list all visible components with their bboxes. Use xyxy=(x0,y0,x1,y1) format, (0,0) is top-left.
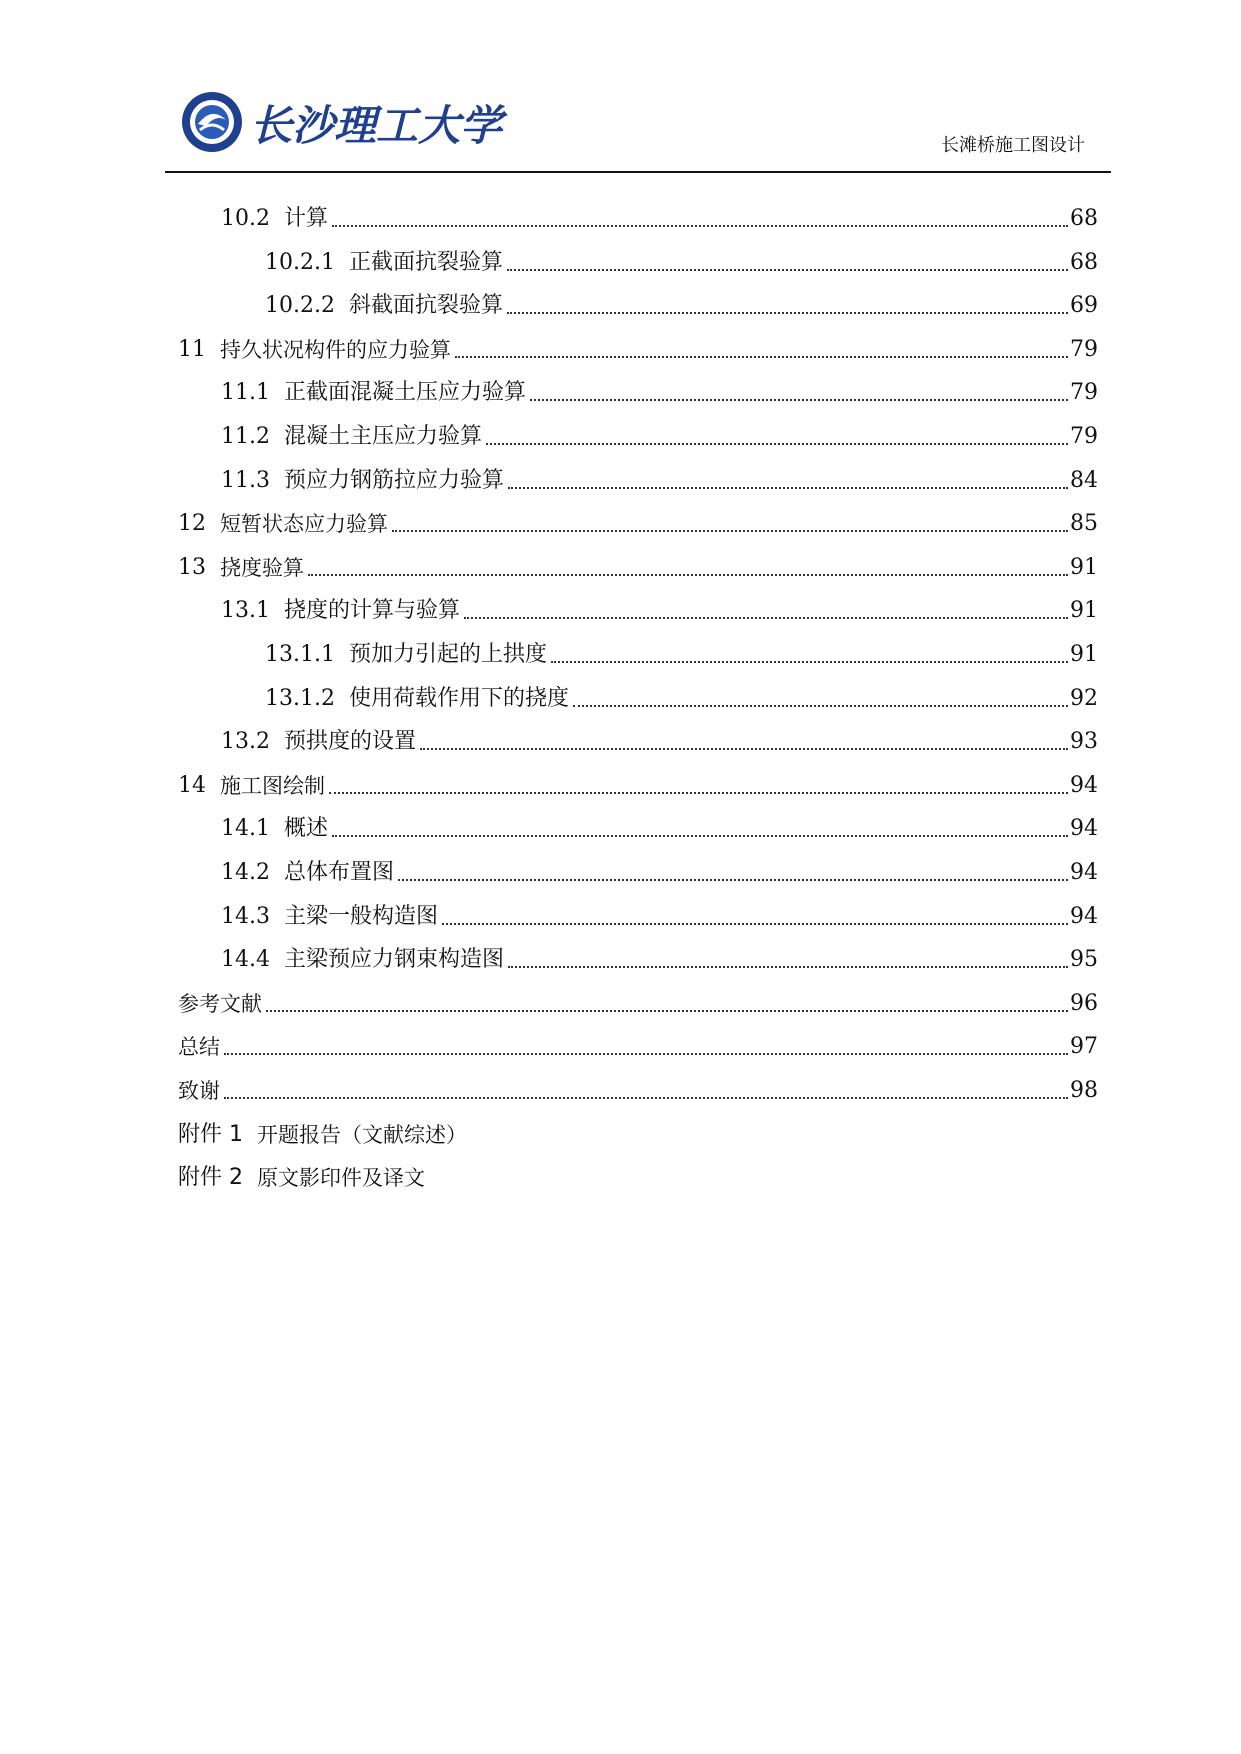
toc-entry-title: 总体布置图 xyxy=(283,860,394,885)
toc-entry-page: 97 xyxy=(1070,1034,1098,1060)
toc-entry-page: 85 xyxy=(1070,511,1098,537)
toc-dot-leader xyxy=(332,834,1068,837)
toc-entry-page: 92 xyxy=(1070,685,1098,711)
toc-entry-number: 13 xyxy=(178,554,206,580)
toc-entry-page: 93 xyxy=(1070,729,1098,755)
toc-entry[interactable] xyxy=(221,204,1098,234)
toc-entry-title: 预应力钢筋拉应力验算 xyxy=(283,467,504,493)
toc-entry-title: 斜截面抗裂验算 xyxy=(348,293,503,319)
toc-entry-number: 附件 2 xyxy=(178,1165,243,1191)
toc-entry-page: 91 xyxy=(1070,554,1098,580)
toc-entry[interactable] xyxy=(221,902,1098,932)
toc-entry[interactable] xyxy=(178,771,1098,801)
toc-dot-leader xyxy=(308,573,1068,576)
toc-entry-page: 79 xyxy=(1070,380,1098,406)
toc-entry-title: 挠度的计算与验算 xyxy=(283,598,460,624)
toc-entry-title: 致谢 xyxy=(178,1079,220,1103)
toc-dot-leader xyxy=(224,1052,1068,1055)
toc-entry-number: 11.1 xyxy=(221,380,270,406)
toc-entry-number: 14.4 xyxy=(221,947,270,973)
toc-entry-page: 79 xyxy=(1070,424,1098,449)
toc-entry-page: 94 xyxy=(1070,860,1098,885)
toc-entry-number: 14 xyxy=(178,772,206,798)
toc-entry-title: 正截面抗裂验算 xyxy=(348,249,503,275)
toc-entry-number: 14.2 xyxy=(221,860,270,885)
toc-entry-page: 68 xyxy=(1070,249,1098,275)
toc-dot-leader xyxy=(486,442,1068,445)
toc-entry-title: 主梁一般构造图 xyxy=(283,903,438,929)
toc-entry-page: 68 xyxy=(1070,206,1098,231)
page-header xyxy=(0,0,1241,176)
toc-entry-title: 施工图绘制 xyxy=(220,773,325,798)
toc-entry-number: 13.1 xyxy=(221,598,270,624)
toc-entry-page: 79 xyxy=(1070,336,1098,362)
toc-entry[interactable] xyxy=(178,1076,1098,1106)
toc-entry[interactable] xyxy=(178,1163,1098,1193)
toc-entry-title: 混凝土主压应力验算 xyxy=(283,424,482,449)
toc-entry[interactable] xyxy=(221,466,1098,496)
toc-entry-page: 98 xyxy=(1070,1078,1098,1103)
toc-entry[interactable] xyxy=(221,422,1098,452)
toc-entry-number: 11.2 xyxy=(221,424,270,449)
toc-entry-page: 91 xyxy=(1070,598,1098,624)
university-logo xyxy=(180,90,503,154)
toc-entry-number: 11.3 xyxy=(221,467,270,493)
toc-dot-leader xyxy=(266,1009,1068,1012)
toc-entry-number: 14.3 xyxy=(221,903,270,929)
toc-entry-number: 13.2 xyxy=(221,729,270,755)
toc-entry[interactable] xyxy=(265,291,1098,321)
toc-entry-title: 计算 xyxy=(283,206,328,231)
toc-entry-number: 11 xyxy=(178,336,206,362)
toc-dot-leader xyxy=(392,529,1068,532)
toc-entry-number: 10.2.1 xyxy=(265,249,335,275)
toc-entry-number: 13.1.2 xyxy=(265,685,335,711)
toc-entry-title: 短暂状态应力验算 xyxy=(220,512,388,537)
toc-entry-title: 预加力引起的上拱度 xyxy=(348,642,547,667)
header-divider xyxy=(165,171,1111,173)
toc-entry[interactable] xyxy=(221,378,1098,408)
toc-entry-title: 使用荷载作用下的挠度 xyxy=(348,685,569,711)
toc-entry[interactable] xyxy=(221,945,1098,975)
toc-entry[interactable] xyxy=(221,727,1098,757)
toc-dot-leader xyxy=(573,704,1068,707)
toc-entry-title: 参考文献 xyxy=(178,991,262,1016)
toc-dot-leader xyxy=(332,224,1068,227)
toc-entry-title: 正截面混凝土压应力验算 xyxy=(283,380,526,406)
toc-dot-leader xyxy=(420,747,1068,750)
toc-entry[interactable] xyxy=(221,858,1098,888)
toc-entry-page: 94 xyxy=(1070,772,1098,798)
toc-dot-leader xyxy=(224,1096,1068,1099)
toc-entry[interactable] xyxy=(265,248,1098,278)
toc-entry-number: 13.1.1 xyxy=(265,642,335,667)
toc-entry-title: 持久状况构件的应力验算 xyxy=(220,337,451,362)
toc-dot-leader xyxy=(507,268,1068,271)
toc-entry[interactable] xyxy=(178,1120,1098,1150)
toc-entry-title: 挠度验算 xyxy=(220,555,304,580)
document-title: 长滩桥施工图设计 xyxy=(941,135,1085,156)
toc-dot-leader xyxy=(455,355,1068,358)
toc-entry-page: 96 xyxy=(1070,990,1098,1016)
toc-entry-title: 概述 xyxy=(283,816,328,842)
toc-entry[interactable] xyxy=(265,684,1098,714)
toc-entry-number: 10.2 xyxy=(221,206,270,231)
toc-dot-leader xyxy=(464,616,1068,619)
toc-dot-leader xyxy=(442,922,1068,925)
toc-entry-page: 94 xyxy=(1070,903,1098,929)
toc-entry-number: 附件 1 xyxy=(178,1121,243,1147)
toc-entry-page: 95 xyxy=(1070,947,1098,973)
toc-entry-number: 14.1 xyxy=(221,816,270,842)
toc-entry-title: 原文影印件及译文 xyxy=(257,1166,425,1191)
toc-dot-leader xyxy=(508,965,1068,968)
toc-dot-leader xyxy=(507,311,1068,314)
toc-dot-leader xyxy=(551,660,1068,663)
toc-dot-leader xyxy=(508,486,1068,489)
toc-entry-title: 总结 xyxy=(178,1035,220,1060)
toc-entry[interactable] xyxy=(178,509,1098,539)
toc-entry[interactable] xyxy=(265,640,1098,670)
toc-entry-page: 91 xyxy=(1070,642,1098,667)
toc-entry[interactable] xyxy=(178,553,1098,583)
toc-entry[interactable] xyxy=(178,1032,1098,1062)
toc-entry-page: 84 xyxy=(1070,467,1098,493)
toc-entry[interactable] xyxy=(178,335,1098,365)
logo-wordmark: 长沙理工大学 xyxy=(250,101,503,150)
toc-entry[interactable] xyxy=(221,596,1098,626)
toc-entry-number: 12 xyxy=(178,511,206,537)
toc-entry-title: 预拱度的设置 xyxy=(283,729,416,755)
toc-dot-leader xyxy=(530,398,1068,401)
toc-dot-leader xyxy=(329,791,1068,794)
toc-entry-number: 10.2.2 xyxy=(265,293,335,319)
toc-entry-page: 69 xyxy=(1070,293,1098,319)
toc-entry-title: 主梁预应力钢束构造图 xyxy=(283,947,504,973)
toc-entry[interactable] xyxy=(221,814,1098,844)
toc-entry-page: 94 xyxy=(1070,816,1098,842)
toc-entry-title: 开题报告（文献综述） xyxy=(257,1122,467,1147)
toc-dot-leader xyxy=(398,878,1068,881)
toc-entry[interactable] xyxy=(178,989,1098,1019)
